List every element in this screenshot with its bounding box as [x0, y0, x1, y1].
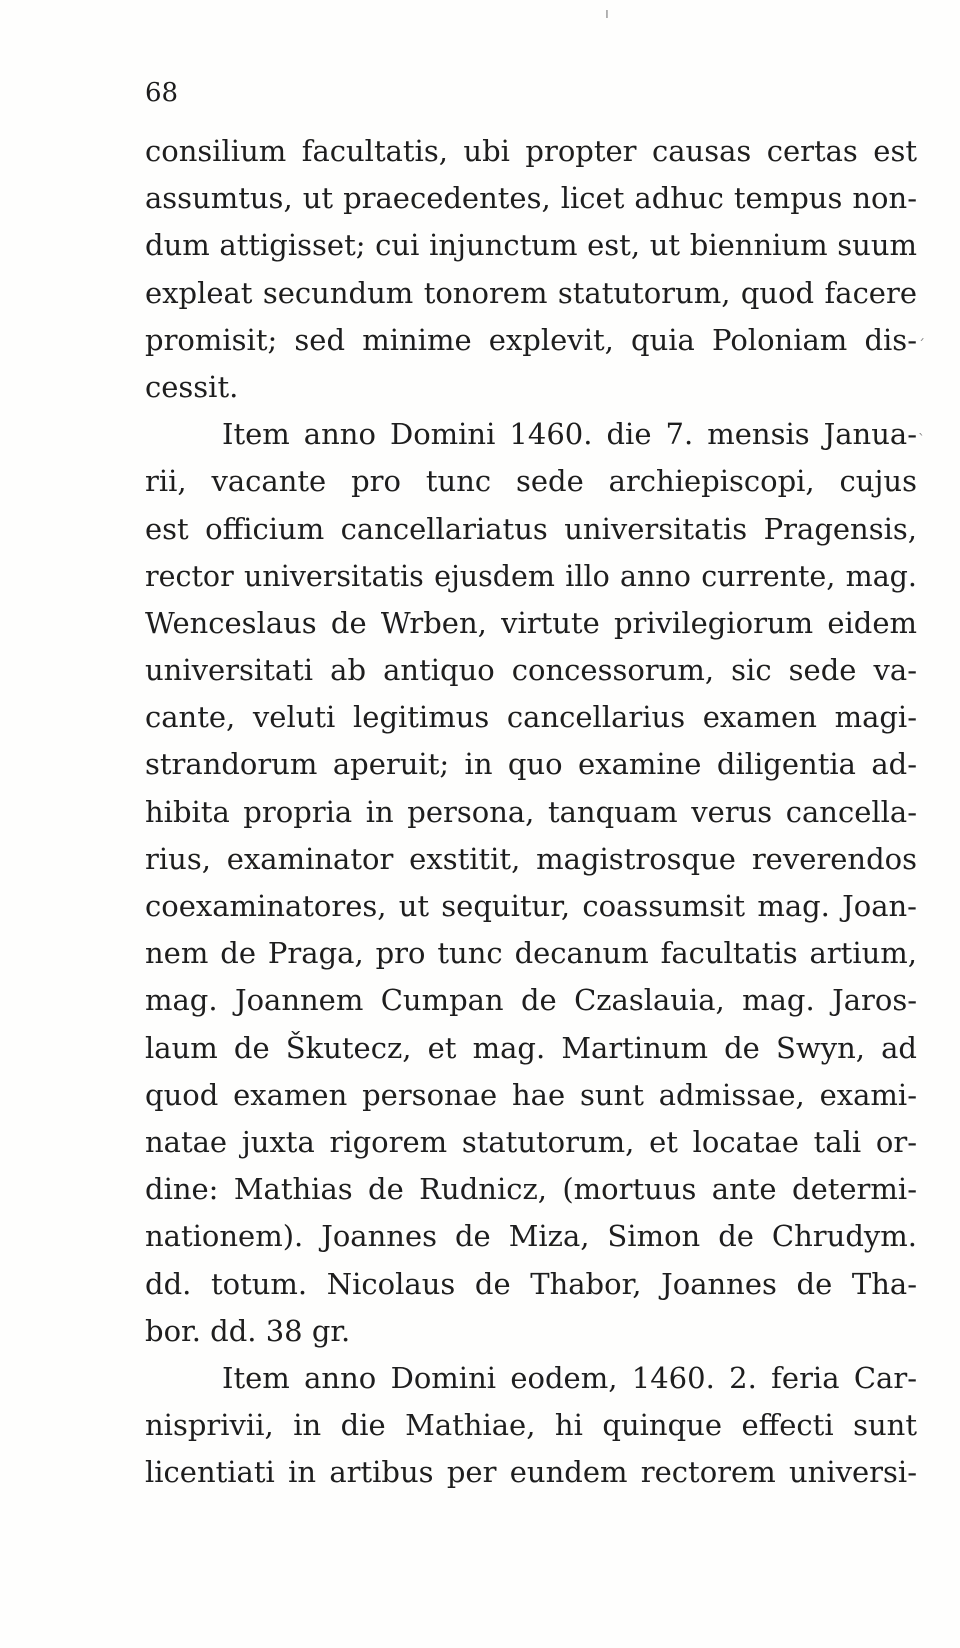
text-line: expleat secundum tonorem statutorum, quod facere — [145, 275, 917, 310]
page-number: 68 — [145, 78, 179, 108]
text-line: dd. totum. Nicolaus de Thabor, Joannes de Tha- — [145, 1266, 917, 1301]
text-line: mag. Joannem Cumpan de Czaslauia, mag. Jaros- — [145, 983, 917, 1018]
text-line: Item anno Domini 1460. die 7. mensis Janua- — [222, 417, 917, 452]
body-text — [145, 128, 917, 1496]
text-line: natae juxta rigorem statutorum, et locatae tali or- — [145, 1124, 917, 1159]
text-line: rector universitatis ejusdem illo anno currente, mag. — [145, 559, 917, 593]
text-line: rii, vacante pro tunc sede archiepiscopi, cujus — [145, 464, 917, 499]
text-line: bor. dd. 38 gr. — [145, 1313, 351, 1348]
text-line: quod examen personae hae sunt admissae, exami- — [145, 1077, 917, 1112]
text-line: coexaminatores, ut sequitur, coassumsit mag. Joan- — [145, 889, 917, 923]
text-line: rius, examinator exstitit, magistrosque reverendos — [145, 841, 917, 876]
text-line: assumtus, ut praecedentes, licet adhuc tempus non- — [145, 181, 917, 216]
text-line: hibita propria in persona, tanquam verus cancella- — [145, 794, 917, 829]
scan-speck: ˎ — [918, 420, 925, 436]
text-line: universitati ab antiquo concessorum, sic sede va- — [145, 653, 917, 688]
text-line: nem de Praga, pro tunc decanum facultatis artium, — [145, 936, 917, 971]
text-line: nisprivii, in die Mathiae, hi quinque effecti sunt — [145, 1408, 917, 1443]
text-line: nationem). Joannes de Miza, Simon de Chrudym. — [145, 1219, 917, 1254]
text-line: Wenceslaus de Wrben, virtute privilegiorum eidem — [145, 605, 917, 640]
text-line: consilium facultatis, ubi propter causas certas est — [145, 134, 917, 168]
scan-speck: ı — [605, 6, 609, 22]
text-line: Item anno Domini eodem, 1460. 2. feria Car- — [222, 1360, 917, 1395]
text-line: laum de Škutecz, et mag. Martinum de Swyn, ad — [145, 1030, 917, 1065]
text-line: promisit; sed minime explevit, quia Poloniam dis- — [145, 322, 917, 357]
text-line: dine: Mathias de Rudnicz, (mortuus ante determi- — [145, 1172, 917, 1207]
text-line: licentiati in artibus per eundem rectorem universi- — [145, 1455, 917, 1490]
scan-speck: ˊ — [918, 338, 925, 354]
text-line: dum attigisset; cui injunctum est, ut biennium suum — [145, 228, 917, 263]
text-line: est officium cancellariatus universitatis Pragensis, — [145, 511, 917, 546]
text-line: cessit. — [145, 369, 239, 404]
text-line: cante, veluti legitimus cancellarius examen magi- — [145, 700, 917, 735]
text-line: strandorum aperuit; in quo examine diligentia ad- — [145, 747, 917, 782]
